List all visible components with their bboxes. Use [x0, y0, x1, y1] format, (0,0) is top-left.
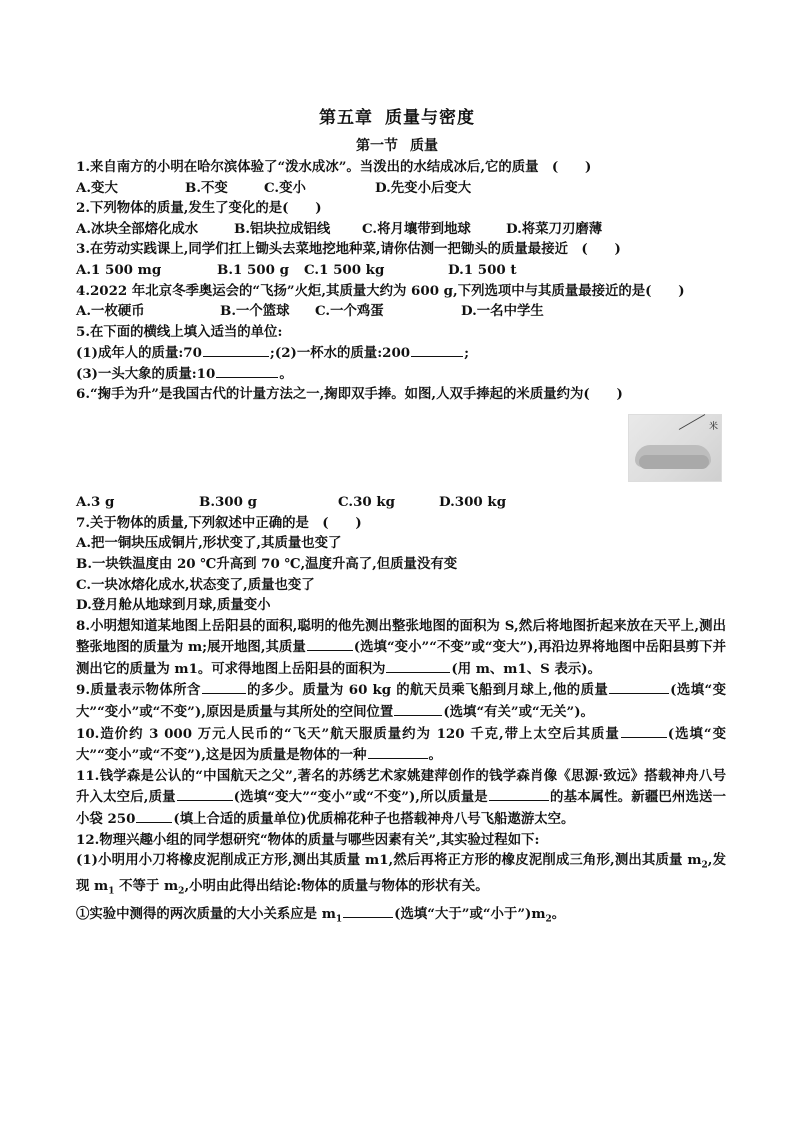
q10-part-2: (选填“变大”“变小”或“不变”),这是因为质量是物体的一种 [76, 725, 727, 764]
hands-shape-lower [639, 455, 709, 469]
q7-stem: 7.关于物体的质量,下列叙述中正确的是 ( ) [76, 514, 362, 531]
q4-option-a: A.一枚硬币 [76, 303, 145, 320]
q8-part-2: (选填“变小”“不变”或“变大”),再沿边界将地图中岳阳县剪下并测出它的质量为 m1。可求得地图上岳阳县的面积为 [76, 639, 727, 677]
q1-option-b: B.不变 [185, 179, 228, 196]
q12-p1-sub-c: 2 [178, 887, 185, 898]
q12-stem: 12.物理兴趣小组的同学想研究“物体的质量与哪些因素有关”,其实验过程如下: [76, 831, 540, 848]
q8-blank-2[interactable] [386, 658, 450, 673]
q12-p2-sub-a: 1 [335, 914, 343, 925]
q9-part-2: 的多少。质量为 60 kg 的航天员乘飞船到月球上,他的质量 [246, 682, 609, 699]
q10-part-3: 。 [428, 747, 442, 764]
q3-option-a: A.1 500 mg [76, 261, 162, 278]
q9-part-1: 9.质量表示物体所含 [76, 682, 201, 699]
q7-option-a: A.把一铜块压成铜片,形状变了,其质量也变了 [76, 535, 342, 552]
q11-blank-2[interactable] [489, 786, 549, 801]
q4-options [76, 301, 726, 322]
q3-option-c: C.1 500 kg [304, 261, 385, 278]
q6-photo-hands-holding-rice [628, 414, 722, 482]
q12-p2-end: 。 [551, 905, 566, 922]
section-number: 第一节 [356, 138, 398, 154]
q2-options [76, 219, 726, 240]
chapter-name: 质量与密度 [385, 108, 475, 128]
q5-sep: ; [464, 345, 470, 362]
q3-stem: 3.在劳动实践课上,同学们扛上锄头去菜地挖地种菜,请你估测一把锄头的质量最接近 ( ) [76, 241, 621, 258]
q5-stem: 5.在下面的横线上填入适当的单位: [76, 323, 283, 340]
q5-blank-1[interactable] [203, 342, 269, 357]
q12-p2-sub-b: 2 [545, 914, 552, 925]
q11-part-4: (填上合适的质量单位)优质棉花种子也搭载神舟八号飞船遨游太空。 [173, 811, 575, 828]
q8-blank-1[interactable] [307, 636, 353, 651]
q10-blank-2[interactable] [368, 744, 428, 759]
q10-text [76, 723, 726, 766]
q9-blank-1[interactable] [202, 679, 246, 694]
q9-part-4: (选填“有关”或“无关”)。 [443, 704, 594, 721]
q2-stem: 2.下列物体的质量,发生了变化的是( ) [76, 200, 322, 217]
q11-blank-1[interactable] [177, 786, 233, 801]
q1-options [76, 178, 726, 199]
question-list [76, 157, 726, 923]
q11-part-2: (选填“变大”“变小”或“不变”),所以质量是 [233, 789, 488, 806]
q9-blank-3[interactable] [394, 701, 442, 716]
q1-option-a: A.变大 [76, 179, 118, 196]
q9-text [76, 679, 726, 722]
q5-item-1: (1)成年人的质量:70 [76, 345, 202, 362]
q11-text [76, 766, 726, 830]
chapter-title [0, 103, 794, 128]
q2-option-b: B.铝块拉成铝线 [234, 220, 331, 237]
q7-option-d: D.登月舱从地球到月球,质量变小 [76, 597, 271, 614]
rice-label: 米 [708, 422, 718, 433]
q6-option-a: A.3 g [76, 494, 115, 511]
chapter-number: 第五章 [319, 108, 373, 128]
q11-blank-3[interactable] [136, 808, 172, 823]
q12-p2-text-a: ①实验中测得的两次质量的大小关系应是 m [76, 905, 336, 922]
q8-part-1: 8.小明想知道某地图上岳阳县的面积,聪明的他先测出整张地图的面积为 S,然后将地图折起来放在天平上,测出整张地图的质量为 m;展开地图,其质量 [76, 617, 726, 656]
q8-text [76, 616, 726, 680]
q5-line-1 [76, 342, 726, 363]
q1-option-d: D.先变小后变大 [375, 179, 472, 196]
q6-option-d: D.300 kg [439, 494, 507, 511]
q12-part-2 [76, 903, 726, 924]
q6-stem: 6.“掬手为升”是我国古代的计量方法之一,掬即双手捧。如图,人双手捧起的米质量约为( ) [76, 385, 623, 402]
q12-p1-text-c: 不等于 m [114, 878, 179, 895]
q5-blank-3[interactable] [216, 363, 278, 378]
q12-p1-text-b: ,发现 m [76, 852, 727, 895]
q1-stem: 1.来自南方的小明在哈尔滨体验了“泼水成冰”。当泼出的水结成冰后,它的质量 ( ) [76, 159, 592, 175]
rice-leader-line [679, 414, 705, 430]
q3-option-d: D.1 500 t [448, 261, 517, 278]
q3-option-b: B.1 500 g [217, 261, 289, 278]
q5-end: 。 [279, 365, 293, 382]
q7-option-c: C.一块冰熔化成水,状态变了,质量也变了 [76, 576, 315, 593]
q7-option-b: B.一块铁温度由 20 ℃升高到 70 ℃,温度升高了,但质量没有变 [76, 555, 458, 572]
q3-options [76, 260, 726, 281]
q12-p1-sub-b: 1 [108, 887, 115, 898]
section-name: 质量 [410, 138, 438, 154]
q5-item-3: (3)一头大象的质量:10 [76, 365, 216, 382]
q9-part-3: (选填“变大”“变小”或“不变”),原因是质量与其所处的空间位置 [76, 682, 726, 721]
q2-option-c: C.将月壤带到地球 [362, 220, 471, 237]
q12-p1-text-a: (1)小明用小刀将橡皮泥削成正方形,测出其质量 m1,然后再将正方形的橡皮泥削成三角形,测出其质量 m [76, 852, 702, 869]
q5-item-2: ;(2)一杯水的质量:200 [269, 345, 411, 362]
q6-options [76, 492, 726, 513]
q4-option-b: B.一个篮球 [220, 303, 290, 320]
q4-option-d: D.一名中学生 [461, 303, 544, 320]
q11-part-1: 11.钱学森是公认的“中国航天之父”,著名的苏绣艺术家姚建萍创作的钱学森肖像《思源·致远》搭载神舟八号升入太空后,质量 [76, 767, 726, 806]
q6-option-b: B.300 g [199, 494, 257, 511]
q1-option-c: C.变小 [264, 179, 306, 196]
q9-blank-2[interactable] [609, 679, 669, 694]
q8-part-3: (用 m、m1、S 表示)。 [451, 660, 602, 677]
q12-blank-1[interactable] [343, 903, 393, 918]
q12-part-1 [76, 850, 726, 903]
q11-part-3: 的基本属性。新疆巴州选送一小袋 250 [76, 789, 726, 828]
q5-blank-2[interactable] [411, 342, 463, 357]
q6-option-c: C.30 kg [338, 494, 396, 511]
q4-option-c: C.一个鸡蛋 [315, 303, 384, 320]
q2-option-d: D.将菜刀刃磨薄 [506, 220, 603, 237]
q12-p2-text-b: (选填“大于”或“小于”)m [394, 905, 546, 922]
q2-option-a: A.冰块全部熔化成水 [76, 220, 199, 237]
section-title [0, 135, 794, 155]
q10-blank-1[interactable] [621, 723, 667, 738]
q12-p1-text-d: ,小明由此得出结论:物体的质量与物体的形状有关。 [184, 878, 489, 895]
q12-p1-sub-a: 2 [701, 860, 708, 871]
q4-stem: 4.2022 年北京冬季奥运会的“飞扬”火炬,其质量大约为 600 g,下列选项中与其质量最接近的是( ) [76, 282, 685, 299]
q5-line-2 [76, 363, 726, 384]
q10-part-1: 10.造价约 3 000 万元人民币的“飞天”航天服质量约为 120 千克,带上太空后其质量 [76, 725, 620, 742]
